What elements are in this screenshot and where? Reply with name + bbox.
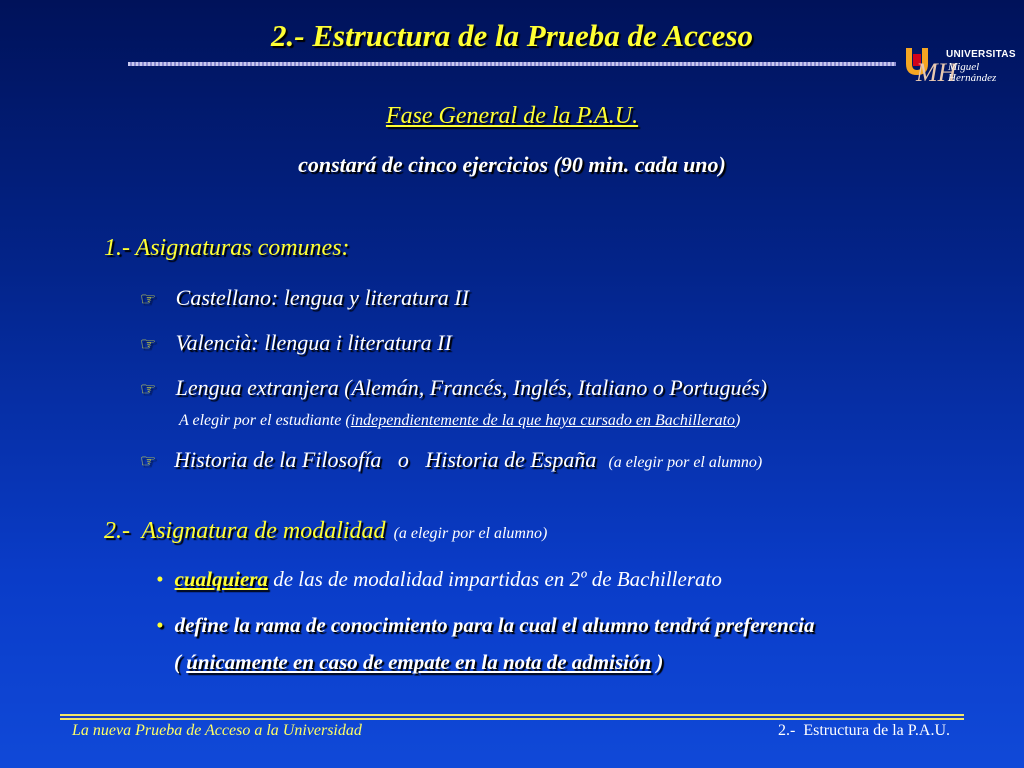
list-item: [156, 567, 722, 592]
bullet2-underlined: únicamente en caso de empate en la nota de admisión: [186, 650, 652, 674]
footer-divider: [60, 714, 964, 720]
title-divider: [128, 62, 896, 66]
footer-right-text: 2.- Estructura de la P.A.U.: [778, 722, 950, 739]
list-item-label: Historia de la Filosofía o Historia de España: [174, 447, 597, 472]
note-suffix: ): [735, 412, 741, 429]
pointing-hand-icon: ☞: [140, 334, 157, 354]
note-prefix: A elegir por el estudiante (: [179, 412, 351, 429]
logo-miguel: Miguel: [948, 61, 980, 73]
university-logo: [902, 44, 1022, 90]
slide-title: 2.- Estructura de la Prueba de Acceso: [271, 18, 753, 53]
pointing-hand-icon: ☞: [140, 451, 157, 471]
section2-heading-note: (a elegir por el alumno): [393, 525, 548, 542]
bullet2-open: (: [174, 650, 187, 674]
list-item: [156, 613, 815, 638]
list-item-label: Valencià: llengua i literatura II: [175, 330, 452, 355]
subtitle: Fase General de la P.A.U.: [385, 103, 639, 129]
bullet2-continuation: [174, 650, 663, 675]
logo-universitas: UNIVERSITAS: [946, 49, 1016, 60]
list-item: [140, 375, 767, 401]
list-item: [140, 285, 469, 311]
list-item-label: Castellano: lengua y literatura II: [175, 285, 469, 310]
section1-heading: 1.- Asignaturas comunes:: [104, 235, 350, 261]
note-underlined: independientemente de la que haya cursado en Bachillerato: [350, 412, 736, 429]
pointing-hand-icon: ☞: [140, 289, 157, 309]
list-item-note: (a elegir por el alumno): [608, 454, 763, 471]
bullet1-emphasis: cualquiera: [174, 567, 268, 591]
bullet-dot-icon: •: [156, 613, 164, 637]
section2-heading: 2.- Asignatura de modalidad: [104, 518, 386, 544]
bullet2-text: define la rama de conocimiento para la cual el alumno tendrá preferencia: [174, 613, 815, 637]
footer-left-text: La nueva Prueba de Acceso a la Universidad: [72, 722, 362, 739]
bullet1-text: de las de modalidad impartidas en 2º de Bachillerato: [267, 567, 722, 591]
bullet-dot-icon: •: [156, 567, 164, 591]
logo-mark: MH: [916, 58, 957, 87]
list-item: [140, 330, 452, 356]
bullet2-close: ): [651, 650, 664, 674]
pointing-hand-icon: ☞: [140, 379, 157, 399]
subtitle-description: constará de cinco ejercicios (90 min. cada uno): [298, 152, 726, 177]
logo-hernandez: Hernández: [948, 72, 997, 84]
foreign-language-note: [179, 412, 740, 430]
list-item-label: Lengua extranjera (Alemán, Francés, Inglés, Italiano o Portugués): [175, 375, 768, 400]
list-item: [140, 447, 762, 473]
section2-heading-row: [104, 518, 547, 545]
